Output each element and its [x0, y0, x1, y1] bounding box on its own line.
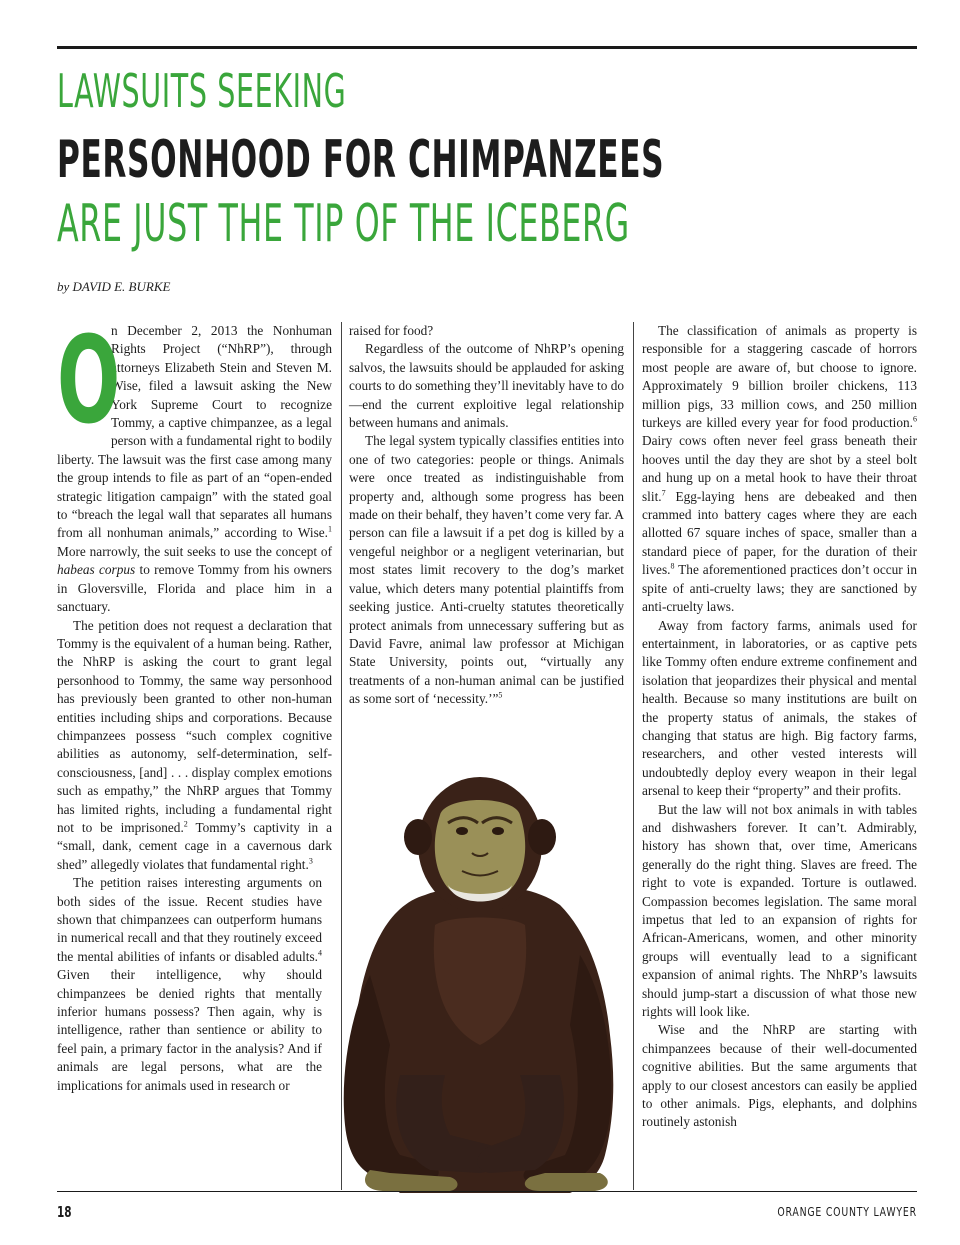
- paragraph-text: The legal system typically classifies entities into one of two categories: people or things. Animals were once treated as indistinguishable from property and, although some progress has been made on their behalf, they haven’t come very far. A person can file a lawsuit if a pet dog is killed by a vengeful neighbor or a negligent veterinarian, but most states limit recovery to the dog’s market value, which deters many potential plaintiffs from seeking justice. Anti-cruelty statutes theoretically protect animals from unnecessary suffering but as David Favre, animal law professor at Michigan State University, points out, “virtually any treatments of a non-human animal can be justified as some sort of ‘necessity.’”: [349, 433, 624, 707]
- paragraph-text: to remove Tommy from his owners in Gloversville, Florida and place him in a sanctuary.: [57, 562, 332, 615]
- top-rule: [57, 46, 917, 49]
- paragraph-text: Egg-laying hens are debeaked and then crammed into battery cages where they are each allotted 67 square inches of space, smaller than a standard piece of paper, for the duration of their lives.: [642, 488, 917, 578]
- chimpanzee-illustration: [330, 775, 630, 1193]
- column-divider: [633, 322, 634, 1190]
- bottom-rule: [57, 1191, 917, 1192]
- paragraph-text: The aforementioned practices don’t occur in spite of anti-cruelty laws; they are sanctioned by anti-cruelty laws.: [642, 562, 917, 615]
- paragraph: But the law will not box animals in with tables and dishwashers forever. It can’t. Admirably, history has shown that, over time, Americans generally do the right thing. Slaves are freed. The right to vote is expanded. Torture is outlawed. Compassion becomes legislation. The same moral impetus that led to an expansion of rights for African-Americans, women, and other minority groups will eventually lead to a significant expansion of animal rights. The NhRP’s lawsuits should jump-start a discussion of what those new rights will look like.: [642, 801, 917, 1020]
- paragraph: [349, 432, 624, 708]
- footnote-ref: 6: [913, 414, 917, 424]
- paragraph-text: Given their intelligence, why should chimpanzees be denied rights that mentally inferior humans possess? Then again, why is intelligence, rather than sentience or ability to feel pain, a primary factor in the analysis? And if animals are legal persons, what are the implications for animals used in research or: [57, 967, 322, 1093]
- emphasis-text: habeas corpus: [57, 562, 136, 578]
- article-column-3: [642, 322, 917, 1132]
- byline: by DAVID E. BURKE: [57, 279, 171, 294]
- paragraph-text: n December 2, 2013 the Nonhuman Rights Project (“NhRP”), through attorneys Elizabeth Stein and Steven M. Wise, filed a lawsuit asking the New York Supreme Court to recognize Tommy, a captive chimpanzee, as a legal person with a fundamental right to bodily liberty. The lawsuit was the first case among many the group intends to file as part of an “open-ended strategic litigation campaign” with the stated goal to “breach the legal wall that separates all humans from all nonhuman animals,” according to Wise.: [57, 323, 332, 541]
- footnote-ref: 3: [308, 856, 313, 866]
- footnote-ref: 7: [661, 488, 666, 498]
- paragraph: raised for food?: [349, 323, 434, 338]
- paragraph: [642, 322, 917, 617]
- headline-line-3: ARE JUST THE TIP OF THE ICEBERG: [57, 194, 630, 254]
- article-column-1: [57, 312, 333, 1095]
- paragraph: Wise and the NhRP are starting with chimpanzees because of their well-documented cognitive abilities. But the same arguments that apply to our closest ancestors can easily be applied to other animals. Pigs, elephants, and dolphins routinely astonish: [642, 1022, 917, 1130]
- paragraph: [57, 617, 332, 875]
- paragraph-text: The petition does not request a declaration that Tommy is the equivalent of a human being. Rather, the NhRP is asking the court to grant legal personhood to Tommy, the same way personhood has previously been granted to other non-human entities including ships and corporations. Because chimpanzees possess “such complex cognitive abilities as autonomy, self-determination, self-consciousness, [and] . . . display complex emotions such as empathy,” the NhRP argues that Tommy has limited rights, including a fundamental right not to be imprisoned.: [57, 617, 332, 835]
- paragraph: Regardless of the outcome of NhRP’s opening salvos, the lawsuits should be applauded for asking courts to do something they’ll inevitably have to do—end the current exploitive legal relationship between humans and animals.: [349, 341, 624, 431]
- footnote-ref: 8: [670, 561, 675, 571]
- footnote-ref: 4: [318, 948, 322, 958]
- paragraph-text: More narrowly, the suit seeks to use the concept of: [57, 543, 332, 559]
- paragraph: [57, 874, 332, 1095]
- paragraph: [57, 312, 332, 617]
- footnote-ref: 5: [498, 690, 503, 700]
- paragraph-text: Dairy cows often never feel grass beneath their hooves until the day they are shot by a steel bolt and hung up on a metal hook to have their throat slit.: [642, 433, 917, 504]
- paragraph: Away from factory farms, animals used for entertainment, in laboratories, or as captive pets like Tommy often endure extreme confinement and isolation that jeopardizes their physical and mental health. Because so many institutions are built on the property status of animals, the stakes of changing that status are high. Big factory farms, researchers, and other vested interests will undoubtedly deploy every weapon in their legal arsenal to keep their “property” and their profits.: [642, 617, 917, 799]
- page-number: 18: [57, 1203, 72, 1221]
- paragraph-text: The petition raises interesting arguments on both sides of the issue. Recent studies have shown that chimpanzees can outperform humans in numerical recall and that they routinely exceed the mental abilities of infants or disabled adults.: [57, 875, 322, 964]
- footnote-ref: 1: [328, 525, 332, 535]
- paragraph-text: The classification of animals as property is responsible for a staggering cascade of horrors most people are aware of, but choose to ignore. Approximately 9 billion broiler chickens, 113 million pigs, 33 million cows, and 250 million turkeys are killed every year for food production.: [642, 323, 917, 431]
- headline-line-1: LAWSUITS SEEKING: [57, 64, 347, 118]
- paragraph-text: Tommy’s captivity in a “small, dank, cement cage in a cavernous dark shed” allegedly violates that fundamental right.: [57, 819, 333, 872]
- article-column-2: [349, 322, 624, 709]
- drop-cap: O: [57, 312, 121, 451]
- publication-name: ORANGE COUNTY LAWYER: [777, 1205, 917, 1219]
- headline-line-2: PERSONHOOD FOR CHIMPANZEES: [57, 130, 665, 190]
- footnote-ref: 2: [183, 819, 188, 829]
